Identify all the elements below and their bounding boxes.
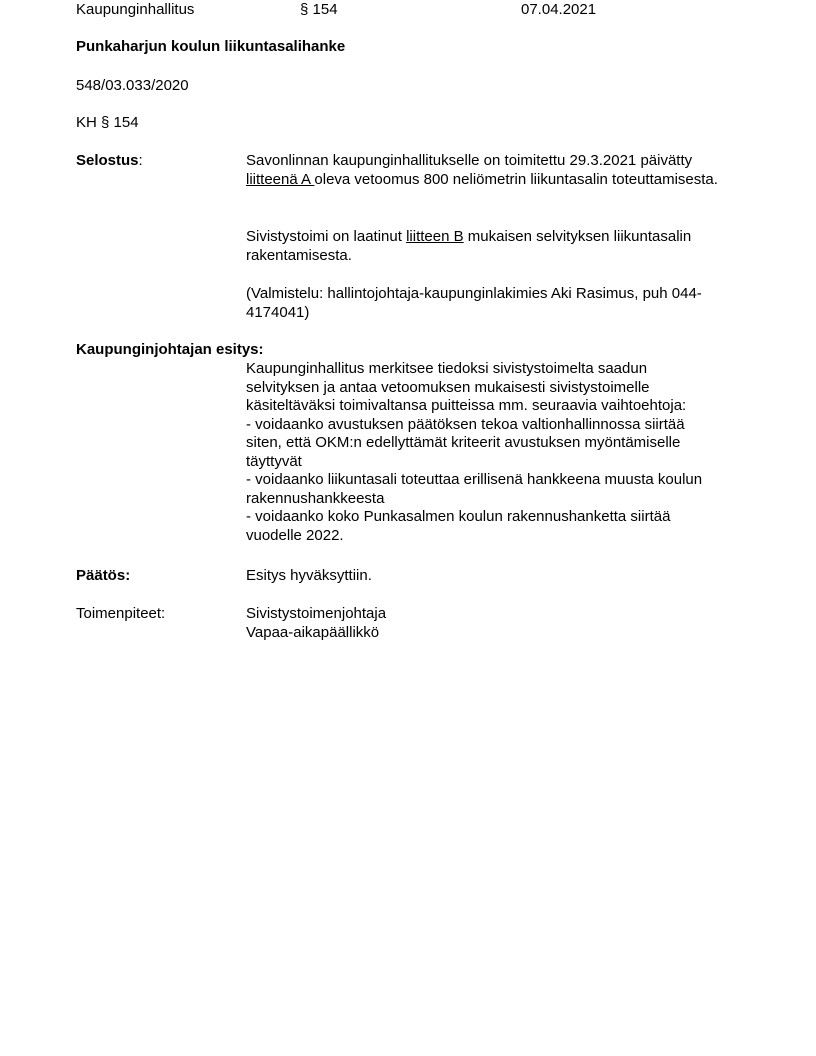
preparer-note: (Valmistelu: hallintojohtaja-kaupunginlakimies Aki Rasimus, puh 044-4174041) [246,285,702,321]
esitys-line: - voidaanko koko Punkasalmen koulun rakennushanketta siirtää [246,508,671,525]
toimenpiteet-recipient: Vapaa-aikapäällikkö [246,624,380,641]
diary-number: 548/03.033/2020 [76,77,189,94]
selostus-p2-pre: Sivistystoimi on laatinut [246,228,407,245]
esitys-line: rakennushankkeesta [246,489,385,507]
selostus-label [76,152,143,171]
selostus-paragraph-2 [246,228,746,265]
selostus-label-colon: : [138,152,143,169]
header-body: Kaupunginhallitus [76,1,195,18]
esitys-line: täyttyvät [246,452,302,470]
esitys-label: Kaupunginjohtajan esitys: [76,341,264,358]
toimenpiteet-recipient: Sivistystoimenjohtaja [246,605,387,622]
esitys-line: - voidaanko liikuntasali toteuttaa erillisenä hankkeena muusta koulun [246,471,703,488]
esitys-line: vuodelle 2022. [246,526,344,544]
esitys-line: siten, että OKM:n edellyttämät kriteerit avustuksen myöntämiselle [246,434,681,451]
attachment-b-link[interactable]: liitteen B [406,228,464,245]
selostus-p1-post: oleva vetoomus 800 neliömetrin liikuntasalin toteuttamisesta. [314,170,718,188]
esitys-line: - voidaanko avustuksen päätöksen tekoa valtionhallinnossa siirtää [246,415,685,433]
selostus-label-text: Selostus [76,152,139,169]
esitys-line: Kaupunginhallitus merkitsee tiedoksi sivistystoimelta saadun [246,360,648,377]
selostus-paragraph-3 [246,285,716,322]
attachment-a-link[interactable]: liitteenä A [246,170,315,188]
toimenpiteet-label: Toimenpiteet: [76,605,166,622]
selostus-p2-post: mukaisen selvityksen liikuntasalin rakentamisesta. [246,228,692,264]
paatos-label: Päätös: [76,567,131,584]
esitys-line: käsiteltäväksi toimivaltansa puitteissa mm. seuraavia vaihtoehtoja: [246,397,687,414]
header-date: 07.04.2021 [521,1,597,18]
esitys-line: selvityksen ja antaa vetoomuksen mukaisesti sivistystoimelle [246,378,650,396]
paatos-text: Esitys hyväksyttiin. [246,567,372,584]
kh-reference: KH § 154 [76,114,139,131]
document-title: Punkaharjun koulun liikuntasalihanke [76,38,346,55]
selostus-p1-pre: Savonlinnan kaupunginhallitukselle on toimitettu 29.3.2021 päivätty [246,152,693,169]
selostus-paragraph-1 [246,152,741,189]
header-section: § 154 [300,1,338,18]
